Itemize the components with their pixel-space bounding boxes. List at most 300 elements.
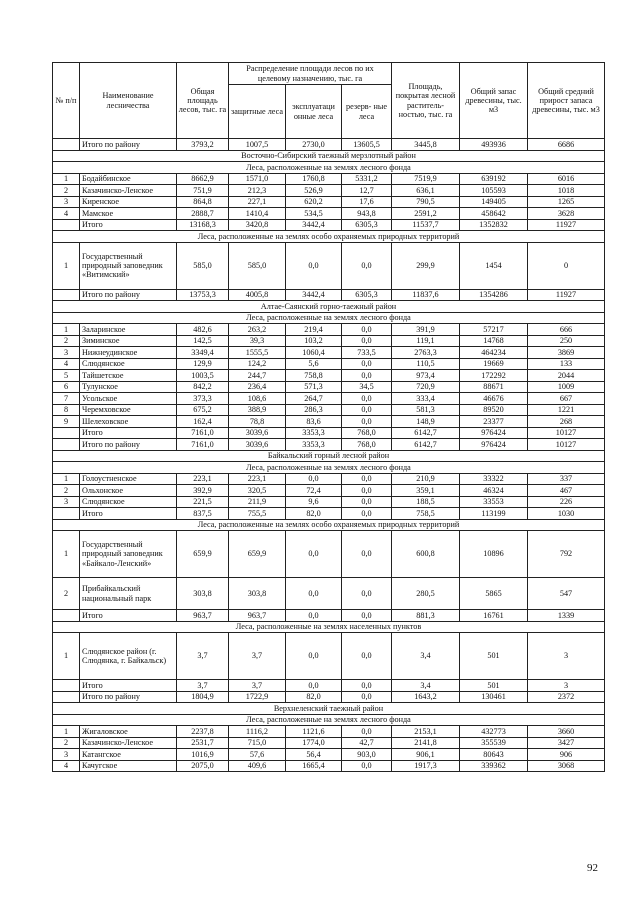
value-cell: 142,5: [177, 335, 229, 347]
section-row: [53, 231, 605, 243]
value-cell: 0: [528, 242, 605, 289]
forestry-name: Усольское: [80, 393, 177, 405]
value-cell: 3,7: [177, 633, 229, 680]
row-number: 2: [53, 185, 80, 197]
value-cell: 1265: [528, 196, 605, 208]
value-cell: 1121,6: [286, 726, 342, 738]
value-cell: 0,0: [342, 335, 392, 347]
value-cell: 1804,9: [177, 691, 229, 703]
row-number: 4: [53, 358, 80, 370]
row-number: 2: [53, 485, 80, 497]
value-cell: 526,9: [286, 185, 342, 197]
value-cell: 3349,4: [177, 347, 229, 359]
value-cell: 0,0: [342, 324, 392, 336]
value-cell: 1003,5: [177, 370, 229, 382]
table-row: [53, 208, 605, 220]
value-cell: 2888,7: [177, 208, 229, 220]
section-row: [53, 519, 605, 531]
value-cell: 13168,3: [177, 219, 229, 231]
value-cell: 148,9: [392, 416, 460, 428]
value-cell: 33322: [460, 473, 528, 485]
value-cell: 493936: [460, 139, 528, 151]
value-cell: 1007,5: [229, 139, 286, 151]
header-exploitation: эксплуатаци онные леса: [286, 85, 342, 139]
value-cell: 758,5: [392, 508, 460, 520]
value-cell: 3068: [528, 760, 605, 772]
table-row: [53, 427, 605, 439]
value-cell: 6305,3: [342, 219, 392, 231]
forestry-name: Тулунское: [80, 381, 177, 393]
section-row: [53, 703, 605, 715]
value-cell: 0,0: [342, 680, 392, 692]
table-row: [53, 496, 605, 508]
value-cell: 963,7: [177, 610, 229, 622]
value-cell: 733,5: [342, 347, 392, 359]
value-cell: 3442,4: [286, 289, 342, 301]
forestry-name: Слюдянское район (г. Слюдянка, г. Байкальск): [80, 633, 177, 680]
value-cell: 6016: [528, 173, 605, 185]
table-row: [53, 531, 605, 578]
table-row: [53, 691, 605, 703]
table-row: [53, 381, 605, 393]
forestry-name: Итого: [80, 610, 177, 622]
value-cell: 34,5: [342, 381, 392, 393]
value-cell: 6142,7: [392, 427, 460, 439]
value-cell: 339362: [460, 760, 528, 772]
value-cell: 57,6: [229, 749, 286, 761]
value-cell: 3660: [528, 726, 605, 738]
value-cell: 223,1: [229, 473, 286, 485]
table-row: [53, 185, 605, 197]
value-cell: 108,6: [229, 393, 286, 405]
table-row: [53, 508, 605, 520]
header-total-area: Общая площадь лесов, тыс. га: [177, 63, 229, 139]
value-cell: 667: [528, 393, 605, 405]
forestry-name: Итого: [80, 680, 177, 692]
value-cell: 1354286: [460, 289, 528, 301]
row-number: 1: [53, 633, 80, 680]
forestry-name: Катангское: [80, 749, 177, 761]
value-cell: 620,2: [286, 196, 342, 208]
table-row: [53, 749, 605, 761]
section-row: [53, 450, 605, 462]
header-covered: Площадь, покрытая лесной раститель- ностью, тыс. га: [392, 63, 460, 139]
table-row: [53, 416, 605, 428]
value-cell: 219,4: [286, 324, 342, 336]
row-number: [53, 139, 80, 151]
value-cell: 391,9: [392, 324, 460, 336]
row-number: 3: [53, 496, 80, 508]
value-cell: 0,0: [286, 610, 342, 622]
value-cell: 5865: [460, 578, 528, 610]
forestry-name: Итого: [80, 427, 177, 439]
value-cell: 3,4: [392, 680, 460, 692]
forestry-name: Итого по району: [80, 289, 177, 301]
value-cell: 3,7: [229, 633, 286, 680]
value-cell: 11837,6: [392, 289, 460, 301]
value-cell: 1221: [528, 404, 605, 416]
forest-table: [52, 62, 605, 772]
section-title: Леса, расположенные на землях лесного фонда: [53, 162, 605, 174]
value-cell: 715,0: [229, 737, 286, 749]
value-cell: 11927: [528, 219, 605, 231]
value-cell: 211,9: [229, 496, 286, 508]
forestry-name: Зиминское: [80, 335, 177, 347]
forestry-name: Ольхонское: [80, 485, 177, 497]
section-title: Леса, расположенные на землях лесного фонда: [53, 714, 605, 726]
forestry-name: Слюдянское: [80, 358, 177, 370]
value-cell: 3445,8: [392, 139, 460, 151]
value-cell: 8662,9: [177, 173, 229, 185]
value-cell: 244,7: [229, 370, 286, 382]
value-cell: 1030: [528, 508, 605, 520]
value-cell: 666: [528, 324, 605, 336]
value-cell: 17,6: [342, 196, 392, 208]
value-cell: 467: [528, 485, 605, 497]
row-number: 4: [53, 208, 80, 220]
table-row: [53, 242, 605, 289]
value-cell: 3427: [528, 737, 605, 749]
row-number: 5: [53, 370, 80, 382]
value-cell: 0,0: [342, 610, 392, 622]
value-cell: 3420,8: [229, 219, 286, 231]
value-cell: 3: [528, 680, 605, 692]
table-row: [53, 485, 605, 497]
value-cell: 906: [528, 749, 605, 761]
page-number: 92: [587, 862, 598, 874]
row-number: 1: [53, 324, 80, 336]
value-cell: 82,0: [286, 691, 342, 703]
value-cell: 33553: [460, 496, 528, 508]
value-cell: 675,2: [177, 404, 229, 416]
forestry-name: Итого по району: [80, 439, 177, 451]
value-cell: 83,6: [286, 416, 342, 428]
value-cell: 373,3: [177, 393, 229, 405]
value-cell: 3869: [528, 347, 605, 359]
table-row: [53, 370, 605, 382]
section-row: [53, 714, 605, 726]
value-cell: 1016,9: [177, 749, 229, 761]
value-cell: 432773: [460, 726, 528, 738]
value-cell: 943,8: [342, 208, 392, 220]
row-number: 1: [53, 726, 80, 738]
forestry-name: Бодайбинское: [80, 173, 177, 185]
value-cell: 89520: [460, 404, 528, 416]
value-cell: 212,3: [229, 185, 286, 197]
value-cell: 1917,3: [392, 760, 460, 772]
table-row: [53, 404, 605, 416]
row-number: 2: [53, 578, 80, 610]
table-row: [53, 358, 605, 370]
value-cell: 80643: [460, 749, 528, 761]
row-number: [53, 439, 80, 451]
value-cell: 639192: [460, 173, 528, 185]
value-cell: 388,9: [229, 404, 286, 416]
value-cell: 0,0: [342, 531, 392, 578]
table-body: [53, 139, 605, 772]
section-row: [53, 621, 605, 633]
row-number: 6: [53, 381, 80, 393]
value-cell: 0,0: [342, 404, 392, 416]
forestry-name: Шелеховское: [80, 416, 177, 428]
value-cell: 10127: [528, 427, 605, 439]
value-cell: 280,5: [392, 578, 460, 610]
value-cell: 976424: [460, 439, 528, 451]
value-cell: 6142,7: [392, 439, 460, 451]
value-cell: 303,8: [177, 578, 229, 610]
value-cell: 286,3: [286, 404, 342, 416]
value-cell: 14768: [460, 335, 528, 347]
forestry-name: Итого: [80, 508, 177, 520]
row-number: [53, 508, 80, 520]
value-cell: 2044: [528, 370, 605, 382]
value-cell: 57217: [460, 324, 528, 336]
section-title: Леса, расположенные на землях особо охраняемых природных территорий: [53, 231, 605, 243]
value-cell: 355539: [460, 737, 528, 749]
value-cell: 1018: [528, 185, 605, 197]
header-distribution: Распределение площади лесов по их целевому назначению, тыс. га: [229, 63, 392, 85]
value-cell: 0,0: [286, 680, 342, 692]
value-cell: 842,2: [177, 381, 229, 393]
value-cell: 1760,8: [286, 173, 342, 185]
value-cell: 755,5: [229, 508, 286, 520]
header-protective: защитные леса: [229, 85, 286, 139]
value-cell: 227,1: [229, 196, 286, 208]
value-cell: 2591,2: [392, 208, 460, 220]
value-cell: 881,3: [392, 610, 460, 622]
value-cell: 4005,8: [229, 289, 286, 301]
value-cell: 188,5: [392, 496, 460, 508]
forestry-name: Итого по району: [80, 691, 177, 703]
row-number: 8: [53, 404, 80, 416]
value-cell: 13753,3: [177, 289, 229, 301]
value-cell: 0,0: [342, 691, 392, 703]
table-row: [53, 680, 605, 692]
table-row: [53, 347, 605, 359]
value-cell: 2763,3: [392, 347, 460, 359]
value-cell: 103,2: [286, 335, 342, 347]
forestry-name: Слюдянское: [80, 496, 177, 508]
header-growth: Общий средний прирост запаса древесины, тыс. м3: [528, 63, 605, 139]
value-cell: 12,7: [342, 185, 392, 197]
value-cell: 210,9: [392, 473, 460, 485]
section-row: [53, 462, 605, 474]
value-cell: 3,4: [392, 633, 460, 680]
table-row: [53, 760, 605, 772]
value-cell: 1060,4: [286, 347, 342, 359]
row-number: 2: [53, 335, 80, 347]
value-cell: 3039,6: [229, 427, 286, 439]
value-cell: 223,1: [177, 473, 229, 485]
value-cell: 1571,0: [229, 173, 286, 185]
value-cell: 7161,0: [177, 439, 229, 451]
value-cell: 1555,5: [229, 347, 286, 359]
value-cell: 250: [528, 335, 605, 347]
table-row: [53, 219, 605, 231]
value-cell: 113199: [460, 508, 528, 520]
section-row: [53, 162, 605, 174]
value-cell: 5331,2: [342, 173, 392, 185]
value-cell: 110,5: [392, 358, 460, 370]
table-row: [53, 289, 605, 301]
header-name: Наименование лесничества: [80, 63, 177, 139]
row-number: 3: [53, 196, 80, 208]
value-cell: 758,8: [286, 370, 342, 382]
value-cell: 1410,4: [229, 208, 286, 220]
value-cell: 130461: [460, 691, 528, 703]
row-number: [53, 219, 80, 231]
value-cell: 46324: [460, 485, 528, 497]
value-cell: 9,6: [286, 496, 342, 508]
value-cell: 236,4: [229, 381, 286, 393]
forestry-name: Итого по району: [80, 139, 177, 151]
header-reserve: резерв- ные леса: [342, 85, 392, 139]
value-cell: 0,0: [286, 473, 342, 485]
document-sheet: [52, 62, 604, 772]
table-row: [53, 578, 605, 610]
value-cell: 13605,5: [342, 139, 392, 151]
row-number: 1: [53, 173, 80, 185]
value-cell: 963,7: [229, 610, 286, 622]
value-cell: 221,5: [177, 496, 229, 508]
value-cell: 88671: [460, 381, 528, 393]
value-cell: 42,7: [342, 737, 392, 749]
forestry-name: Государственный природный заповедник «Витимский»: [80, 242, 177, 289]
value-cell: 409,6: [229, 760, 286, 772]
row-number: 3: [53, 347, 80, 359]
section-row: [53, 301, 605, 313]
value-cell: 3,7: [229, 680, 286, 692]
value-cell: 0,0: [342, 358, 392, 370]
value-cell: 501: [460, 680, 528, 692]
value-cell: 585,0: [177, 242, 229, 289]
forestry-name: Государственный природный заповедник «Байкало-Ленский»: [80, 531, 177, 578]
value-cell: 72,4: [286, 485, 342, 497]
value-cell: 1454: [460, 242, 528, 289]
value-cell: 19669: [460, 358, 528, 370]
value-cell: 2075,0: [177, 760, 229, 772]
value-cell: 501: [460, 633, 528, 680]
value-cell: 0,0: [342, 393, 392, 405]
value-cell: 3353,3: [286, 427, 342, 439]
table-row: [53, 139, 605, 151]
value-cell: 571,3: [286, 381, 342, 393]
section-title: Леса, расположенные на землях лесного фонда: [53, 312, 605, 324]
value-cell: 46676: [460, 393, 528, 405]
row-number: [53, 691, 80, 703]
value-cell: 2372: [528, 691, 605, 703]
value-cell: 299,9: [392, 242, 460, 289]
value-cell: 976424: [460, 427, 528, 439]
value-cell: 129,9: [177, 358, 229, 370]
forestry-name: Черемховское: [80, 404, 177, 416]
value-cell: 1722,9: [229, 691, 286, 703]
value-cell: 268: [528, 416, 605, 428]
section-row: [53, 150, 605, 162]
value-cell: 1665,4: [286, 760, 342, 772]
value-cell: 162,4: [177, 416, 229, 428]
section-title: Леса, расположенные на землях населенных пунктов: [53, 621, 605, 633]
row-number: 4: [53, 760, 80, 772]
forestry-name: Голоустненское: [80, 473, 177, 485]
table-row: [53, 610, 605, 622]
forestry-name: Казачинско-Ленское: [80, 737, 177, 749]
table-row: [53, 439, 605, 451]
table-row: [53, 737, 605, 749]
value-cell: 790,5: [392, 196, 460, 208]
value-cell: 768,0: [342, 427, 392, 439]
value-cell: 792: [528, 531, 605, 578]
table-row: [53, 335, 605, 347]
row-number: 1: [53, 473, 80, 485]
section-title: Леса, расположенные на землях лесного фонда: [53, 462, 605, 474]
value-cell: 149405: [460, 196, 528, 208]
value-cell: 0,0: [342, 370, 392, 382]
value-cell: 1009: [528, 381, 605, 393]
forestry-name: Тайшетское: [80, 370, 177, 382]
value-cell: 903,0: [342, 749, 392, 761]
value-cell: 263,2: [229, 324, 286, 336]
header-num: № п/п: [53, 63, 80, 139]
value-cell: 973,4: [392, 370, 460, 382]
value-cell: 1352832: [460, 219, 528, 231]
section-row: [53, 312, 605, 324]
value-cell: 39,3: [229, 335, 286, 347]
forestry-name: Прибайкальский национальный парк: [80, 578, 177, 610]
section-title: Восточно-Сибирский таежный мерзлотный район: [53, 150, 605, 162]
row-number: [53, 289, 80, 301]
value-cell: 320,5: [229, 485, 286, 497]
value-cell: 333,4: [392, 393, 460, 405]
row-number: 1: [53, 242, 80, 289]
value-cell: 534,5: [286, 208, 342, 220]
value-cell: 1339: [528, 610, 605, 622]
value-cell: 1116,2: [229, 726, 286, 738]
value-cell: 5,6: [286, 358, 342, 370]
section-title: Алтае-Саянский горно-таежный район: [53, 301, 605, 313]
section-title: Леса, расположенные на землях особо охраняемых природных территорий: [53, 519, 605, 531]
value-cell: 337: [528, 473, 605, 485]
value-cell: 6686: [528, 139, 605, 151]
table-row: [53, 393, 605, 405]
value-cell: 133: [528, 358, 605, 370]
row-number: 7: [53, 393, 80, 405]
row-number: 9: [53, 416, 80, 428]
value-cell: 547: [528, 578, 605, 610]
value-cell: 11537,7: [392, 219, 460, 231]
value-cell: 3: [528, 633, 605, 680]
value-cell: 751,9: [177, 185, 229, 197]
value-cell: 7161,0: [177, 427, 229, 439]
row-number: [53, 680, 80, 692]
value-cell: 837,5: [177, 508, 229, 520]
value-cell: 226: [528, 496, 605, 508]
forestry-name: Качугское: [80, 760, 177, 772]
row-number: 3: [53, 749, 80, 761]
value-cell: 906,1: [392, 749, 460, 761]
value-cell: 6305,3: [342, 289, 392, 301]
value-cell: 659,9: [177, 531, 229, 578]
value-cell: 0,0: [286, 633, 342, 680]
row-number: 1: [53, 531, 80, 578]
value-cell: 0,0: [342, 578, 392, 610]
value-cell: 636,1: [392, 185, 460, 197]
value-cell: 0,0: [286, 531, 342, 578]
value-cell: 1643,2: [392, 691, 460, 703]
value-cell: 56,4: [286, 749, 342, 761]
forestry-name: Казачинско-Ленское: [80, 185, 177, 197]
table-row: [53, 196, 605, 208]
